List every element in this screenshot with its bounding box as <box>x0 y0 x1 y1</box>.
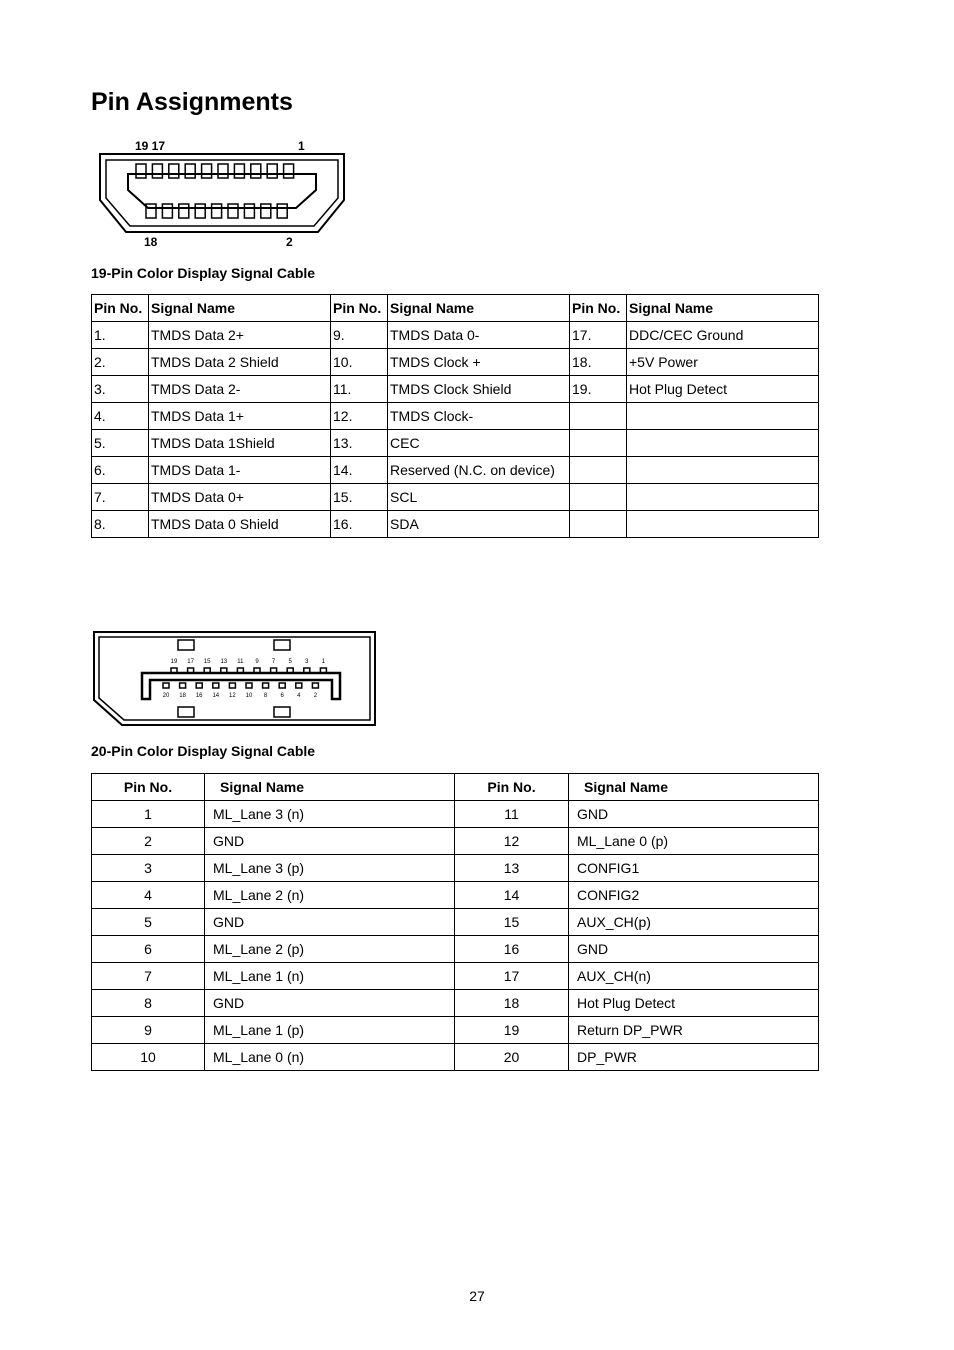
column-header: Signal Name <box>149 295 331 322</box>
pin-number-cell <box>570 457 627 484</box>
signal-name-cell <box>627 403 819 430</box>
signal-name-cell: TMDS Data 2- <box>149 376 331 403</box>
signal-name-cell: TMDS Clock- <box>388 403 570 430</box>
page-number: 27 <box>469 1288 485 1304</box>
pin-number-cell: 16 <box>455 936 569 963</box>
table-header-row <box>92 774 819 801</box>
signal-name-cell: TMDS Data 2+ <box>149 322 331 349</box>
hdmi-pin <box>152 164 162 178</box>
pin-number-cell: 13. <box>331 430 388 457</box>
signal-name-cell: ML_Lane 2 (n) <box>205 882 455 909</box>
dp-top-pins <box>171 659 327 673</box>
table-row <box>92 1017 819 1044</box>
dp-pin <box>263 683 269 688</box>
hdmi-pin <box>185 164 195 178</box>
dp-pin <box>221 668 227 673</box>
hdmi-pin <box>228 204 238 218</box>
hdmi-bottom-pins <box>146 204 287 218</box>
hdmi-pin-table <box>91 294 819 538</box>
dp-pin <box>304 668 310 673</box>
dp-pin <box>279 683 285 688</box>
dp-pin <box>237 668 243 673</box>
signal-name-cell: ML_Lane 0 (n) <box>205 1044 455 1071</box>
hdmi-pin <box>202 164 212 178</box>
pin-number-cell: 16. <box>331 511 388 538</box>
table-row <box>92 322 819 349</box>
hdmi-label-2: 2 <box>286 235 293 249</box>
pin-number-cell: 17. <box>570 322 627 349</box>
hdmi-pin <box>212 204 222 218</box>
signal-name-cell: SCL <box>388 484 570 511</box>
column-header: Pin No. <box>92 774 205 801</box>
dp-bottom-pins <box>163 683 319 699</box>
pin-number-cell: 14 <box>455 882 569 909</box>
table-row <box>92 855 819 882</box>
dp-pin <box>246 683 252 688</box>
dp-pin <box>196 683 202 688</box>
page-title: Pin Assignments <box>91 88 293 116</box>
hdmi-label-19-17: 19 17 <box>135 139 166 153</box>
column-header: Pin No. <box>331 295 388 322</box>
column-header: Signal Name <box>388 295 570 322</box>
signal-name-cell: ML_Lane 1 (n) <box>205 963 455 990</box>
hdmi-pin <box>267 164 277 178</box>
dp-pin-label: 15 <box>203 659 211 665</box>
dp-pin <box>171 668 177 673</box>
dp-pin-label: 18 <box>179 693 186 699</box>
dp-pin-label: 8 <box>263 693 268 699</box>
dp-pin-label: 14 <box>212 693 220 699</box>
hdmi-caption: 19-Pin Color Display Signal Cable <box>91 265 316 281</box>
table-row <box>92 430 819 457</box>
pin-number-cell: 15. <box>331 484 388 511</box>
dp-pin-table <box>91 773 819 1071</box>
signal-name-cell: Reserved (N.C. on device) <box>388 457 570 484</box>
pin-number-cell: 10. <box>331 349 388 376</box>
pin-number-cell: 8 <box>92 990 205 1017</box>
pin-number-cell: 2. <box>92 349 149 376</box>
pin-number-cell: 2 <box>92 828 205 855</box>
signal-name-cell: AUX_CH(p) <box>569 909 819 936</box>
pin-number-cell <box>570 430 627 457</box>
signal-name-cell: +5V Power <box>627 349 819 376</box>
dp-pin <box>213 683 219 688</box>
table-row <box>92 963 819 990</box>
hdmi-pin <box>162 204 172 218</box>
table-row <box>92 376 819 403</box>
pin-number-cell: 10 <box>92 1044 205 1071</box>
hdmi-label-18: 18 <box>144 235 158 249</box>
hdmi-pin <box>284 164 294 178</box>
dp-pin-label: 12 <box>229 693 236 699</box>
dp-pin-label: 11 <box>237 659 244 665</box>
dp-pin-label: 2 <box>313 693 318 699</box>
pin-number-cell: 5. <box>92 430 149 457</box>
signal-name-cell: AUX_CH(n) <box>569 963 819 990</box>
signal-name-cell: DP_PWR <box>569 1044 819 1071</box>
signal-name-cell: SDA <box>388 511 570 538</box>
signal-name-cell: ML_Lane 3 (p) <box>205 855 455 882</box>
dp-pin <box>312 683 318 688</box>
pin-number-cell: 4 <box>92 882 205 909</box>
dp-pin-label: 19 <box>170 659 178 665</box>
table-header-row <box>92 295 819 322</box>
pin-number-cell: 13 <box>455 855 569 882</box>
column-header: Pin No. <box>455 774 569 801</box>
dp-pin <box>254 668 260 673</box>
pin-number-cell: 7. <box>92 484 149 511</box>
table-row <box>92 349 819 376</box>
signal-name-cell: TMDS Data 2 Shield <box>149 349 331 376</box>
pin-number-cell: 11. <box>331 376 388 403</box>
dp-pin-label: 7 <box>271 659 276 665</box>
signal-name-cell: TMDS Data 0+ <box>149 484 331 511</box>
hdmi-pin <box>169 164 179 178</box>
pin-number-cell: 3 <box>92 855 205 882</box>
signal-name-cell: CONFIG1 <box>569 855 819 882</box>
hdmi-pin <box>251 164 261 178</box>
signal-name-cell: ML_Lane 3 (n) <box>205 801 455 828</box>
signal-name-cell: TMDS Data 1+ <box>149 403 331 430</box>
signal-name-cell: Return DP_PWR <box>569 1017 819 1044</box>
dp-pin <box>204 668 210 673</box>
signal-name-cell: GND <box>205 828 455 855</box>
column-header: Signal Name <box>627 295 819 322</box>
pin-number-cell <box>570 511 627 538</box>
dp-pin <box>320 668 326 673</box>
dp-pin <box>180 683 186 688</box>
table-row <box>92 936 819 963</box>
dp-pin-label: 16 <box>195 693 203 699</box>
dp-pin-label: 9 <box>255 659 259 665</box>
dp-pin <box>229 683 235 688</box>
signal-name-cell: GND <box>205 909 455 936</box>
signal-name-cell <box>627 430 819 457</box>
signal-name-cell: TMDS Clock Shield <box>388 376 570 403</box>
dp-pin <box>271 668 277 673</box>
signal-name-cell: TMDS Data 0- <box>388 322 570 349</box>
pin-number-cell: 12 <box>455 828 569 855</box>
signal-name-cell <box>627 484 819 511</box>
pin-number-cell: 11 <box>455 801 569 828</box>
pin-number-cell: 20 <box>455 1044 569 1071</box>
dp-pin <box>287 668 293 673</box>
hdmi-pin <box>146 204 156 218</box>
pin-number-cell: 18 <box>455 990 569 1017</box>
signal-name-cell: DDC/CEC Ground <box>627 322 819 349</box>
dp-pin-label: 5 <box>288 659 292 665</box>
hdmi-pin <box>218 164 228 178</box>
signal-name-cell: ML_Lane 1 (p) <box>205 1017 455 1044</box>
signal-name-cell: CONFIG2 <box>569 882 819 909</box>
hdmi-pin <box>277 204 287 218</box>
table-row <box>92 1044 819 1071</box>
pin-number-cell <box>570 484 627 511</box>
pin-number-cell <box>570 403 627 430</box>
pin-number-cell: 19. <box>570 376 627 403</box>
dp-pin-label: 4 <box>297 693 301 699</box>
pin-number-cell: 14. <box>331 457 388 484</box>
dp-pin-label: 3 <box>305 659 309 665</box>
table-row <box>92 511 819 538</box>
hdmi-label-1: 1 <box>298 139 305 153</box>
signal-name-cell: TMDS Clock + <box>388 349 570 376</box>
pin-number-cell: 6 <box>92 936 205 963</box>
hdmi-top-pins <box>136 164 294 178</box>
displayport-connector-diagram <box>92 630 377 727</box>
dp-pin-label: 10 <box>245 693 253 699</box>
dp-pin-label: 17 <box>187 659 194 665</box>
column-header: Pin No. <box>92 295 149 322</box>
hdmi-pin <box>179 204 189 218</box>
signal-name-cell: TMDS Data 1- <box>149 457 331 484</box>
hdmi-pin <box>234 164 244 178</box>
table-row <box>92 457 819 484</box>
signal-name-cell: CEC <box>388 430 570 457</box>
table-row <box>92 801 819 828</box>
dp-pin-label: 13 <box>220 659 228 665</box>
pin-number-cell: 9. <box>331 322 388 349</box>
dp-pin <box>163 683 169 688</box>
pin-number-cell: 1. <box>92 322 149 349</box>
signal-name-cell: GND <box>569 801 819 828</box>
hdmi-pin <box>261 204 271 218</box>
pin-number-cell: 18. <box>570 349 627 376</box>
table-row <box>92 828 819 855</box>
pin-number-cell: 12. <box>331 403 388 430</box>
pin-number-cell: 7 <box>92 963 205 990</box>
hdmi-pin <box>136 164 146 178</box>
pin-number-cell: 1 <box>92 801 205 828</box>
signal-name-cell: GND <box>569 936 819 963</box>
signal-name-cell: TMDS Data 1Shield <box>149 430 331 457</box>
signal-name-cell <box>627 511 819 538</box>
signal-name-cell: Hot Plug Detect <box>627 376 819 403</box>
pin-number-cell: 9 <box>92 1017 205 1044</box>
pin-number-cell: 5 <box>92 909 205 936</box>
column-header: Signal Name <box>205 774 455 801</box>
dp-pin-label: 1 <box>321 659 326 665</box>
signal-name-cell <box>627 457 819 484</box>
column-header: Pin No. <box>570 295 627 322</box>
pin-number-cell: 6. <box>92 457 149 484</box>
pin-number-cell: 17 <box>455 963 569 990</box>
signal-name-cell: TMDS Data 0 Shield <box>149 511 331 538</box>
pin-number-cell: 3. <box>92 376 149 403</box>
table-row <box>92 990 819 1017</box>
signal-name-cell: ML_Lane 0 (p) <box>569 828 819 855</box>
dp-pin-label: 20 <box>162 693 170 699</box>
dp-pin <box>188 668 194 673</box>
dp-pin <box>296 683 302 688</box>
table-row <box>92 882 819 909</box>
hdmi-pin <box>195 204 205 218</box>
signal-name-cell: ML_Lane 2 (p) <box>205 936 455 963</box>
pin-number-cell: 4. <box>92 403 149 430</box>
hdmi-pin <box>244 204 254 218</box>
column-header: Signal Name <box>569 774 819 801</box>
table-row <box>92 909 819 936</box>
dp-pin-label: 6 <box>280 693 284 699</box>
table-row <box>92 403 819 430</box>
table-row <box>92 484 819 511</box>
hdmi-connector-diagram <box>96 136 348 250</box>
pin-number-cell: 8. <box>92 511 149 538</box>
pin-number-cell: 15 <box>455 909 569 936</box>
dp-caption: 20-Pin Color Display Signal Cable <box>91 743 316 759</box>
signal-name-cell: GND <box>205 990 455 1017</box>
signal-name-cell: Hot Plug Detect <box>569 990 819 1017</box>
pin-number-cell: 19 <box>455 1017 569 1044</box>
